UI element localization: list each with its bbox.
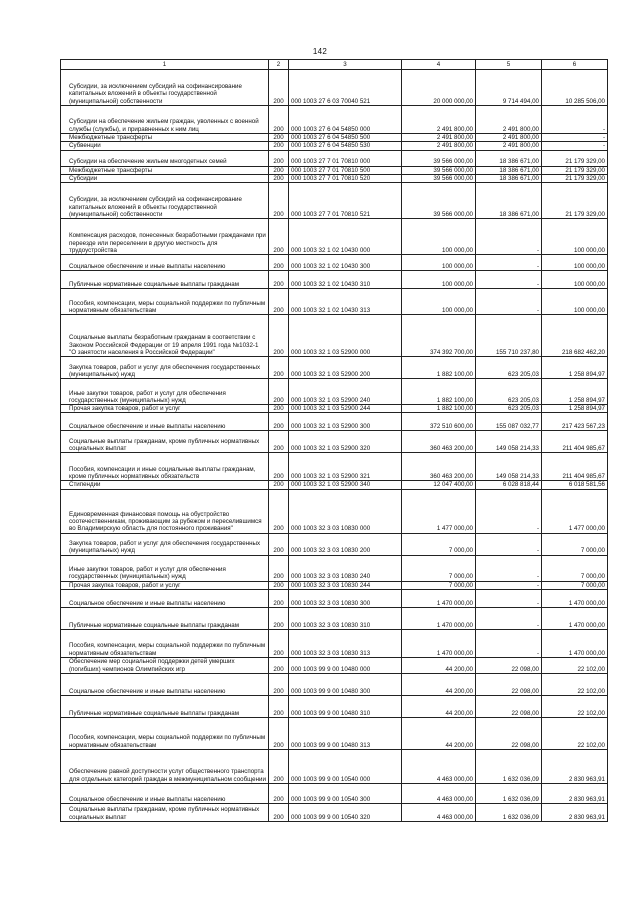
row-remaining-cell: 2 830 963,91 <box>542 784 608 804</box>
row-kbk-cell: 000 1003 32 1 03 52900 321 <box>289 453 402 481</box>
table-row <box>61 453 608 481</box>
row-executed-cell: 6 028 818,44 <box>476 481 542 489</box>
row-remaining-cell: 21 179 329,00 <box>542 183 608 219</box>
row-name-text: Иные закупки товаров, работ и услуг для обеспечения государственных (муниципальных) нужд <box>69 566 226 581</box>
table-row <box>61 142 608 150</box>
row-code-cell: 200 <box>269 315 289 357</box>
row-assigned-cell: 7 000,00 <box>402 533 476 555</box>
row-executed-cell: 2 491 800,00 <box>476 106 542 134</box>
row-kbk-cell: 000 1003 99 9 00 10540 320 <box>289 804 402 822</box>
row-remaining-cell: - <box>542 142 608 150</box>
row-code-cell: 200 <box>269 174 289 182</box>
row-name-cell <box>61 357 269 379</box>
row-remaining-cell: 10 285 506,00 <box>542 70 608 106</box>
table-row <box>61 804 608 822</box>
row-code-cell: 200 <box>269 405 289 413</box>
row-remaining-cell: 7 000,00 <box>542 555 608 581</box>
row-code-cell: 200 <box>269 183 289 219</box>
row-code-cell: 200 <box>269 271 289 289</box>
row-kbk-cell: 000 1003 99 9 00 10480 310 <box>289 696 402 718</box>
row-kbk-cell: 000 1003 32 3 03 10830 240 <box>289 555 402 581</box>
table-row <box>61 70 608 106</box>
row-name-cell <box>61 150 269 166</box>
row-kbk-cell: 000 1003 27 6 04 54850 500 <box>289 134 402 142</box>
row-executed-cell: 2 491 800,00 <box>476 134 542 142</box>
row-name-cell <box>61 106 269 134</box>
row-executed-cell: - <box>476 271 542 289</box>
row-name-cell <box>61 431 269 453</box>
row-name-text: Социальные выплаты гражданам, кроме публичных нормативных социальных выплат <box>69 806 260 821</box>
row-executed-cell: 149 058 214,33 <box>476 431 542 453</box>
row-executed-cell: - <box>476 489 542 533</box>
row-name-text: Пособия, компенсации, меры социальной поддержки по публичным нормативным обязательствам <box>69 734 266 749</box>
row-code-cell: 200 <box>269 590 289 608</box>
table-row <box>61 674 608 696</box>
row-kbk-cell: 000 1003 32 1 03 52900 340 <box>289 481 402 489</box>
row-name-text: Социальные выплаты гражданам, кроме публичных нормативных социальных выплат <box>69 437 260 453</box>
row-assigned-cell: 39 566 000,00 <box>402 166 476 174</box>
row-code-cell: 200 <box>269 166 289 174</box>
row-kbk-cell: 000 1003 27 7 01 70810 500 <box>289 166 402 174</box>
table-row <box>61 134 608 142</box>
column-number-header-row <box>61 60 608 70</box>
row-assigned-cell: 1 477 000,00 <box>402 489 476 533</box>
row-remaining-cell: 1 477 000,00 <box>542 489 608 533</box>
row-code-cell: 200 <box>269 150 289 166</box>
row-kbk-cell: 000 1003 32 1 03 52900 240 <box>289 379 402 405</box>
row-code-cell: 200 <box>269 555 289 581</box>
row-name-text: Социальное обеспечение и иные выплаты населению <box>69 795 226 803</box>
row-code-cell: 200 <box>269 413 289 431</box>
row-remaining-cell: 2 830 963,91 <box>542 750 608 784</box>
row-name-text: Социальные выплаты безработным гражданам в соответствии с Законом Российской Федерации от 19 апреля 1991 года №1032-1 "О занятости населения в Российской Федерации" <box>69 334 259 356</box>
row-kbk-cell: 000 1003 32 3 03 10830 300 <box>289 590 402 608</box>
row-remaining-cell: 7 000,00 <box>542 533 608 555</box>
row-executed-cell: 1 632 036,09 <box>476 784 542 804</box>
column-header: 2 <box>269 60 289 70</box>
row-code-cell: 200 <box>269 804 289 822</box>
row-assigned-cell: 2 491 800,00 <box>402 106 476 134</box>
row-name-cell <box>61 533 269 555</box>
row-name-text: Единовременная финансовая помощь на обустройство соотечественникам, проживающим за рубежом и переселившимся во Владимирскую область для постоянного проживания" <box>69 510 262 533</box>
row-remaining-cell: 100 000,00 <box>542 289 608 315</box>
row-name-text: Публичные нормативные социальные выплаты гражданам <box>69 280 239 288</box>
row-executed-cell: 18 386 671,00 <box>476 174 542 182</box>
row-name-cell <box>61 174 269 182</box>
row-kbk-cell: 000 1003 32 3 03 10830 244 <box>289 581 402 589</box>
row-assigned-cell: 1 470 000,00 <box>402 590 476 608</box>
row-name-text: Межбюджетные трансферты <box>69 134 153 141</box>
row-remaining-cell: 217 423 567,23 <box>542 413 608 431</box>
row-executed-cell: 1 632 036,09 <box>476 804 542 822</box>
row-name-text: Обеспечение мер социальной поддержки детей умерших (погибших) чемпионов Олимпийских игр <box>69 658 235 673</box>
row-remaining-cell: 21 179 329,00 <box>542 174 608 182</box>
row-name-cell <box>61 134 269 142</box>
row-name-text: Субсидии на обеспечение жильем многодетных семей <box>69 158 227 166</box>
row-name-text: Субсидии, за исключением субсидий на софинансирование капитальных вложений в объекты государственной (муниципальной) собственности <box>69 196 242 218</box>
row-name-cell <box>61 289 269 315</box>
row-executed-cell: - <box>476 608 542 630</box>
row-remaining-cell: 6 018 581,56 <box>542 481 608 489</box>
row-executed-cell: 18 386 671,00 <box>476 183 542 219</box>
table-row <box>61 183 608 219</box>
row-code-cell: 200 <box>269 630 289 658</box>
row-assigned-cell: 4 463 000,00 <box>402 804 476 822</box>
row-code-cell: 200 <box>269 134 289 142</box>
row-remaining-cell: 1 258 894,97 <box>542 379 608 405</box>
row-assigned-cell: 1 882 100,00 <box>402 357 476 379</box>
row-kbk-cell: 000 1003 99 9 00 10480 313 <box>289 718 402 750</box>
page-number: 142 <box>312 47 328 56</box>
row-code-cell: 200 <box>269 581 289 589</box>
row-kbk-cell: 000 1003 27 6 04 54850 000 <box>289 106 402 134</box>
row-name-cell <box>61 481 269 489</box>
row-assigned-cell: 372 510 600,00 <box>402 413 476 431</box>
row-executed-cell: - <box>476 255 542 271</box>
row-remaining-cell: 211 404 985,67 <box>542 431 608 453</box>
table-row <box>61 150 608 166</box>
table-row <box>61 590 608 608</box>
row-executed-cell: 22 098,00 <box>476 658 542 674</box>
row-name-text: Субсидии <box>69 174 98 182</box>
row-executed-cell: 9 714 494,00 <box>476 70 542 106</box>
row-executed-cell: 623 205,03 <box>476 379 542 405</box>
row-executed-cell: 155 087 032,77 <box>476 413 542 431</box>
row-kbk-cell: 000 1003 27 6 03 70040 521 <box>289 70 402 106</box>
row-name-cell <box>61 674 269 696</box>
row-name-text: Закупка товаров, работ и услуг для обеспечения государственных (муниципальных) нужд <box>69 363 261 378</box>
row-kbk-cell: 000 1003 32 1 02 10430 310 <box>289 271 402 289</box>
row-code-cell: 200 <box>269 106 289 134</box>
row-remaining-cell: 22 102,00 <box>542 696 608 718</box>
row-remaining-cell: 1 258 894,97 <box>542 405 608 413</box>
row-code-cell: 200 <box>269 674 289 696</box>
row-code-cell: 200 <box>269 357 289 379</box>
row-assigned-cell: 44 200,00 <box>402 696 476 718</box>
row-name-cell <box>61 405 269 413</box>
row-assigned-cell: 360 463 200,00 <box>402 453 476 481</box>
row-name-cell <box>61 555 269 581</box>
row-executed-cell: 22 098,00 <box>476 718 542 750</box>
row-name-cell <box>61 453 269 481</box>
row-name-text: Межбюджетные трансферты <box>69 166 153 174</box>
table-row <box>61 219 608 255</box>
table-row <box>61 481 608 489</box>
row-name-text: Социальное обеспечение и иные выплаты населению <box>69 687 226 695</box>
row-assigned-cell: 100 000,00 <box>402 289 476 315</box>
table-row <box>61 431 608 453</box>
row-name-text: Прочая закупка товаров, работ и услуг <box>69 405 181 413</box>
row-kbk-cell: 000 1003 32 1 03 52900 244 <box>289 405 402 413</box>
row-kbk-cell: 000 1003 32 1 02 10430 313 <box>289 289 402 315</box>
row-code-cell: 200 <box>269 431 289 453</box>
row-name-text: Субсидии, за исключением субсидий на софинансирование капитальных вложений в объекты государственной (муниципальной) собственности <box>69 83 242 105</box>
row-remaining-cell: 2 830 963,91 <box>542 804 608 822</box>
row-kbk-cell: 000 1003 27 6 04 54850 530 <box>289 142 402 150</box>
table-row <box>61 271 608 289</box>
row-kbk-cell: 000 1003 32 3 03 10830 200 <box>289 533 402 555</box>
row-name-cell <box>61 581 269 589</box>
row-code-cell: 200 <box>269 718 289 750</box>
row-executed-cell: - <box>476 289 542 315</box>
row-assigned-cell: 1 882 100,00 <box>402 405 476 413</box>
row-assigned-cell: 44 200,00 <box>402 718 476 750</box>
row-name-text: Закупка товаров, работ и услуг для обеспечения государственных (муниципальных) нужд <box>69 540 261 555</box>
table-row <box>61 315 608 357</box>
row-assigned-cell: 39 566 000,00 <box>402 174 476 182</box>
row-name-cell <box>61 142 269 150</box>
row-executed-cell: - <box>476 219 542 255</box>
row-executed-cell: - <box>476 533 542 555</box>
row-assigned-cell: 360 463 200,00 <box>402 431 476 453</box>
row-name-text: Публичные нормативные социальные выплаты гражданам <box>69 621 239 629</box>
row-executed-cell: 18 386 671,00 <box>476 166 542 174</box>
row-name-cell <box>61 255 269 271</box>
row-assigned-cell: 44 200,00 <box>402 674 476 696</box>
row-assigned-cell: 39 566 000,00 <box>402 183 476 219</box>
table-row <box>61 784 608 804</box>
row-name-cell <box>61 804 269 822</box>
row-code-cell: 200 <box>269 489 289 533</box>
row-name-cell <box>61 658 269 674</box>
row-name-text: Социальное обеспечение и иные выплаты населению <box>69 599 226 607</box>
row-name-cell <box>61 489 269 533</box>
row-executed-cell: 623 205,03 <box>476 405 542 413</box>
row-executed-cell: 149 058 214,33 <box>476 453 542 481</box>
row-kbk-cell: 000 1003 32 1 03 52900 300 <box>289 413 402 431</box>
row-remaining-cell: 100 000,00 <box>542 255 608 271</box>
table-row <box>61 696 608 718</box>
column-header: 5 <box>476 60 542 70</box>
table-row <box>61 379 608 405</box>
row-kbk-cell: 000 1003 99 9 00 10480 000 <box>289 658 402 674</box>
row-assigned-cell: 4 463 000,00 <box>402 750 476 784</box>
table-row <box>61 174 608 182</box>
row-code-cell: 200 <box>269 219 289 255</box>
row-name-text: Пособия, компенсации, меры социальной поддержки по публичным нормативным обязательствам <box>69 642 266 657</box>
table-row <box>61 357 608 379</box>
row-code-cell: 200 <box>269 379 289 405</box>
row-name-text: Пособия, компенсации, меры социальной поддержки по публичным нормативным обязательствам <box>69 299 266 314</box>
row-executed-cell: 155 710 237,80 <box>476 315 542 357</box>
table-row <box>61 289 608 315</box>
row-name-text: Субсидии на обеспечение жильем граждан, уволенных с военной службы (службы), и приравненных к ним лиц <box>69 118 259 133</box>
row-assigned-cell: 44 200,00 <box>402 658 476 674</box>
row-executed-cell: 1 632 036,09 <box>476 750 542 784</box>
row-name-cell <box>61 70 269 106</box>
table-row <box>61 630 608 658</box>
row-kbk-cell: 000 1003 32 1 03 52900 200 <box>289 357 402 379</box>
row-kbk-cell: 000 1003 27 7 01 70810 000 <box>289 150 402 166</box>
row-executed-cell: - <box>476 630 542 658</box>
row-code-cell: 200 <box>269 481 289 489</box>
row-executed-cell: - <box>476 555 542 581</box>
table-row <box>61 413 608 431</box>
row-executed-cell: - <box>476 590 542 608</box>
row-executed-cell: - <box>476 581 542 589</box>
row-executed-cell: 2 491 800,00 <box>476 142 542 150</box>
row-remaining-cell: 1 470 000,00 <box>542 630 608 658</box>
table-row <box>61 489 608 533</box>
row-assigned-cell: 20 000 000,00 <box>402 70 476 106</box>
row-code-cell: 200 <box>269 750 289 784</box>
table-row <box>61 750 608 784</box>
row-remaining-cell: 22 102,00 <box>542 718 608 750</box>
row-kbk-cell: 000 1003 32 3 03 10830 000 <box>289 489 402 533</box>
row-name-cell <box>61 630 269 658</box>
row-code-cell: 200 <box>269 255 289 271</box>
row-name-cell <box>61 696 269 718</box>
row-code-cell: 200 <box>269 142 289 150</box>
column-header: 1 <box>61 60 269 70</box>
row-name-cell <box>61 183 269 219</box>
row-code-cell: 200 <box>269 696 289 718</box>
row-remaining-cell: 211 404 985,67 <box>542 453 608 481</box>
row-remaining-cell: 21 179 329,00 <box>542 166 608 174</box>
row-remaining-cell: 1 470 000,00 <box>542 590 608 608</box>
row-executed-cell: 623 205,03 <box>476 357 542 379</box>
row-assigned-cell: 4 463 000,00 <box>402 784 476 804</box>
row-name-text: Обеспечение равной доступности услуг общественного транспорта для отдельных категорий граждан в межмуниципальном сообщении <box>69 768 266 783</box>
row-code-cell: 200 <box>269 70 289 106</box>
row-code-cell: 200 <box>269 533 289 555</box>
column-header: 3 <box>289 60 402 70</box>
row-name-cell <box>61 315 269 357</box>
row-executed-cell: 18 386 671,00 <box>476 150 542 166</box>
row-code-cell: 200 <box>269 784 289 804</box>
row-remaining-cell: 218 682 462,20 <box>542 315 608 357</box>
row-code-cell: 200 <box>269 658 289 674</box>
row-remaining-cell: 21 179 329,00 <box>542 150 608 166</box>
row-remaining-cell: 7 000,00 <box>542 581 608 589</box>
row-kbk-cell: 000 1003 27 7 01 70810 521 <box>289 183 402 219</box>
table-row <box>61 581 608 589</box>
row-kbk-cell: 000 1003 99 9 00 10540 300 <box>289 784 402 804</box>
table-row <box>61 255 608 271</box>
row-assigned-cell: 1 470 000,00 <box>402 608 476 630</box>
row-name-text: Иные закупки товаров, работ и услуг для обеспечения государственных (муниципальных) нужд <box>69 389 226 404</box>
row-assigned-cell: 12 047 400,00 <box>402 481 476 489</box>
row-kbk-cell: 000 1003 99 9 00 10480 300 <box>289 674 402 696</box>
row-assigned-cell: 39 566 000,00 <box>402 150 476 166</box>
column-header: 6 <box>542 60 608 70</box>
row-name-cell <box>61 413 269 431</box>
row-assigned-cell: 100 000,00 <box>402 219 476 255</box>
row-name-cell <box>61 784 269 804</box>
row-name-text: Публичные нормативные социальные выплаты гражданам <box>69 709 239 717</box>
row-assigned-cell: 100 000,00 <box>402 271 476 289</box>
row-code-cell: 200 <box>269 289 289 315</box>
table-row <box>61 533 608 555</box>
row-name-cell <box>61 166 269 174</box>
row-kbk-cell: 000 1003 27 7 01 70810 520 <box>289 174 402 182</box>
row-assigned-cell: 7 000,00 <box>402 581 476 589</box>
row-executed-cell: 22 098,00 <box>476 696 542 718</box>
row-name-cell <box>61 219 269 255</box>
row-kbk-cell: 000 1003 32 1 02 10430 300 <box>289 255 402 271</box>
row-remaining-cell: 100 000,00 <box>542 271 608 289</box>
row-assigned-cell: 374 392 700,00 <box>402 315 476 357</box>
row-kbk-cell: 000 1003 99 9 00 10540 000 <box>289 750 402 784</box>
row-kbk-cell: 000 1003 32 1 03 52900 000 <box>289 315 402 357</box>
column-header: 4 <box>402 60 476 70</box>
row-name-cell <box>61 718 269 750</box>
row-assigned-cell: 2 491 800,00 <box>402 134 476 142</box>
table-row <box>61 555 608 581</box>
row-name-cell <box>61 590 269 608</box>
table-row <box>61 405 608 413</box>
row-kbk-cell: 000 1003 32 1 03 52900 320 <box>289 431 402 453</box>
table-row <box>61 718 608 750</box>
row-kbk-cell: 000 1003 32 3 03 10830 313 <box>289 630 402 658</box>
table-row <box>61 658 608 674</box>
row-name-text: Стипендии <box>69 481 101 489</box>
row-name-cell <box>61 271 269 289</box>
row-remaining-cell: 1 258 894,97 <box>542 357 608 379</box>
row-code-cell: 200 <box>269 608 289 630</box>
row-remaining-cell: - <box>542 106 608 134</box>
row-remaining-cell: 22 102,00 <box>542 658 608 674</box>
row-remaining-cell: 100 000,00 <box>542 219 608 255</box>
row-assigned-cell: 2 491 800,00 <box>402 142 476 150</box>
row-executed-cell: 22 098,00 <box>476 674 542 696</box>
row-assigned-cell: 7 000,00 <box>402 555 476 581</box>
row-remaining-cell: - <box>542 134 608 142</box>
row-name-cell <box>61 750 269 784</box>
row-assigned-cell: 1 882 100,00 <box>402 379 476 405</box>
row-assigned-cell: 100 000,00 <box>402 255 476 271</box>
budget-execution-table <box>60 59 608 822</box>
row-remaining-cell: 22 102,00 <box>542 674 608 696</box>
row-name-text: Социальное обеспечение и иные выплаты населению <box>69 262 226 270</box>
row-code-cell: 200 <box>269 453 289 481</box>
row-kbk-cell: 000 1003 32 3 03 10830 310 <box>289 608 402 630</box>
table-row <box>61 166 608 174</box>
row-name-cell <box>61 608 269 630</box>
row-name-text: Прочая закупка товаров, работ и услуг <box>69 581 181 589</box>
row-kbk-cell: 000 1003 32 1 02 10430 000 <box>289 219 402 255</box>
table-row <box>61 106 608 134</box>
row-remaining-cell: 1 470 000,00 <box>542 608 608 630</box>
row-assigned-cell: 1 470 000,00 <box>402 630 476 658</box>
row-name-cell <box>61 379 269 405</box>
row-name-text: Компенсация расходов, понесенных безработными гражданами при переезде или переселении в другую местность для трудоустройства <box>69 232 266 254</box>
row-name-text: Пособия, компенсации и иные социальные выплаты гражданам, кроме публичных нормативных обязательств <box>69 465 256 481</box>
row-name-text: Социальное обеспечение и иные выплаты населению <box>69 423 226 431</box>
row-name-text: Субвенции <box>69 142 101 150</box>
table-row <box>61 608 608 630</box>
